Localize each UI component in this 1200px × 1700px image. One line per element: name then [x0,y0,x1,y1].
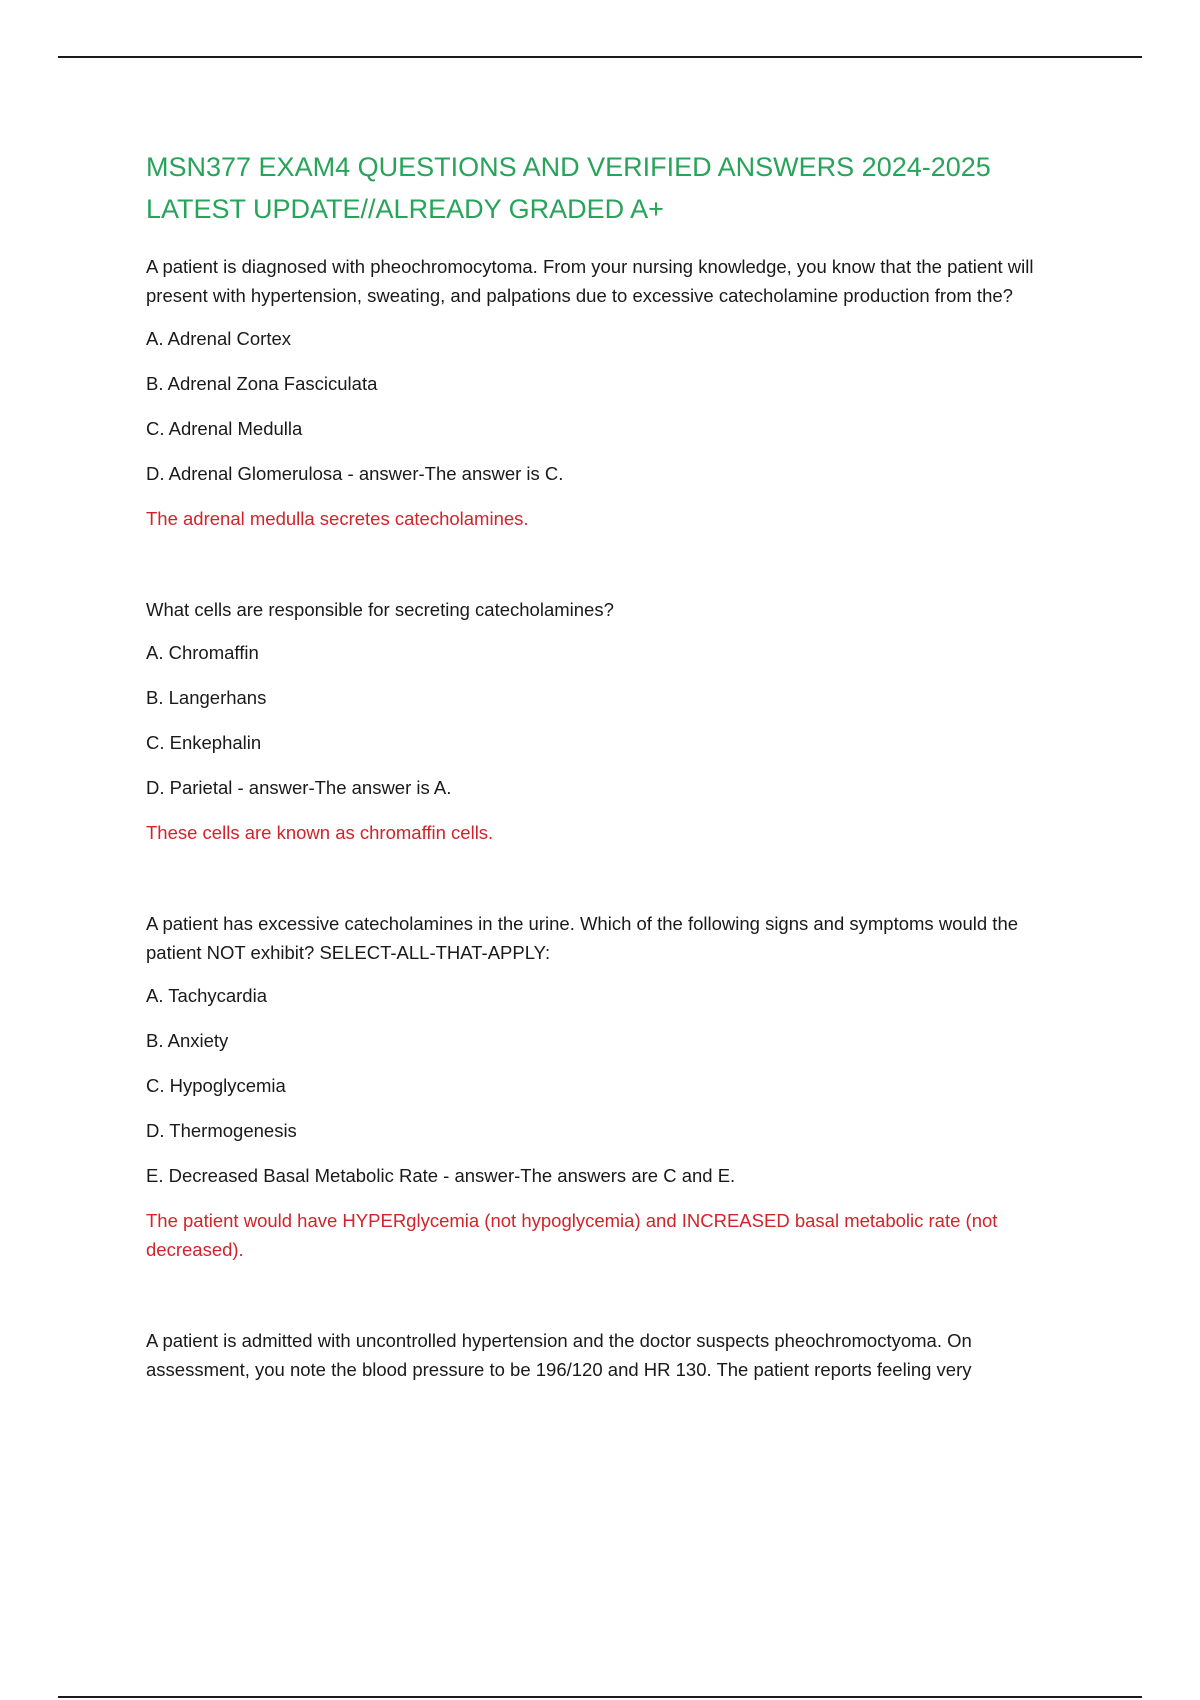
top-rule [58,56,1142,58]
answer-explanation: The adrenal medulla secretes catecholamines. [146,508,529,529]
answer-option: C. Hypoglycemia [146,1075,286,1096]
answer-option: A. Tachycardia [146,985,267,1006]
answer-option: B. Anxiety [146,1030,229,1051]
question-3 [146,909,1076,1264]
answer-option: E. Decreased Basal Metabolic Rate - answer-The answers are C and E. [146,1165,736,1186]
answer-explanation: The patient would have HYPERglycemia (not hypoglycemia) and INCREASED basal metabolic rate (not decreased). [146,1210,998,1260]
answer-option: A. Chromaffin [146,642,259,663]
answer-option: D. Adrenal Glomerulosa - answer-The answer is C. [146,463,564,484]
answer-option: A. Adrenal Cortex [146,328,291,349]
question-stem: A patient is diagnosed with pheochromocytoma. From your nursing knowledge, you know that the patient will present with hypertension, sweating, and palpations due to excessive catecholamine production from the? [146,256,1034,306]
bottom-rule [58,1696,1142,1698]
question-stem: A patient has excessive catecholamines in the urine. Which of the following signs and symptoms would the patient NOT exhibit? SELECT-ALL-THAT-APPLY: [146,913,1019,963]
question-4 [146,1326,1076,1384]
answer-option: B. Adrenal Zona Fasciculata [146,373,378,394]
answer-option: C. Adrenal Medulla [146,418,303,439]
question-2 [146,595,1076,847]
answer-explanation: These cells are known as chromaffin cells. [146,822,494,843]
answer-option: C. Enkephalin [146,732,262,753]
answer-option: B. Langerhans [146,687,267,708]
answer-option: D. Parietal - answer-The answer is A. [146,777,452,798]
question-stem: A patient is admitted with uncontrolled hypertension and the doctor suspects pheochromoctyoma. On assessment, you note the blood pressure to be 196/120 and HR 130. The patient reports feeling very [146,1330,972,1380]
document-title: MSN377 EXAM4 QUESTIONS AND VERIFIED ANSWERS 2024-2025 LATEST UPDATE//ALREADY GRADED A+ [146,152,991,224]
answer-option: D. Thermogenesis [146,1120,297,1141]
question-stem: What cells are responsible for secreting catecholamines? [146,599,614,620]
document-body [146,146,1076,1446]
question-1 [146,252,1076,533]
